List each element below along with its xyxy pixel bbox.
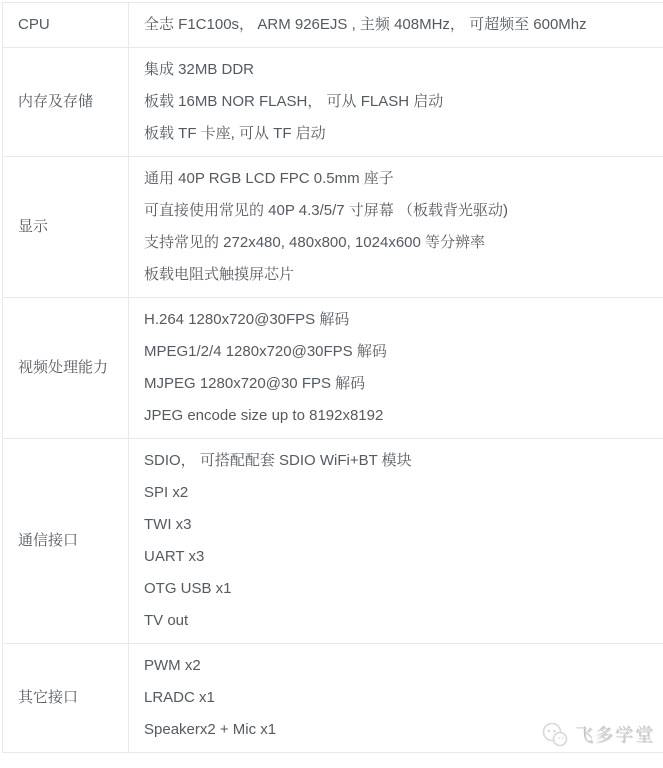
spec-line: PWM x2: [144, 657, 201, 674]
spec-line: TV out: [144, 612, 189, 629]
row-value: [129, 3, 663, 47]
row-label: 视频处理能力: [3, 298, 129, 438]
row-value: [129, 298, 663, 438]
spec-line: JPEG encode size up to 8192x8192: [144, 407, 384, 424]
two-circles-mascot-icon: [541, 721, 571, 749]
spec-line: 集成 32MB DDR: [144, 61, 255, 78]
row-value: [129, 157, 663, 297]
spec-line: SPI x2: [144, 484, 189, 501]
row-value: [129, 439, 663, 643]
table-row: [3, 157, 663, 298]
row-label: 内存及存储: [3, 48, 129, 156]
spec-line: 通用 40P RGB LCD FPC 0.5mm 座子: [144, 170, 394, 187]
spec-line: MPEG1/2/4 1280x720@30FPS 解码: [144, 343, 387, 360]
table-row: [3, 298, 663, 439]
spec-line: SDIO， 可搭配配套 SDIO WiFi+BT 模块: [144, 452, 412, 469]
row-value: [129, 48, 663, 156]
spec-line: 板载电阻式触摸屏芯片: [144, 266, 295, 283]
spec-line: 板载 16MB NOR FLASH， 可从 FLASH 启动: [144, 93, 444, 110]
spec-line: H.264 1280x720@30FPS 解码: [144, 311, 350, 328]
spec-line: 全志 F1C100s， ARM 926EJS , 主频 408MHz， 可超频至 600Mhz: [144, 16, 587, 33]
spec-line: 支持常见的 272x480, 480x800, 1024x600 等分辨率: [144, 234, 486, 251]
table-row: [3, 3, 663, 48]
spec-table: [2, 2, 663, 753]
row-label: CPU: [3, 3, 129, 47]
watermark-text: 飞多学堂: [576, 726, 656, 746]
spec-line: 可直接使用常见的 40P 4.3/5/7 寸屏幕 （板载背光驱动): [144, 202, 508, 219]
spec-line: TWI x3: [144, 516, 192, 533]
row-label: 其它接口: [3, 644, 129, 752]
spec-line: OTG USB x1: [144, 580, 232, 597]
spec-line: MJPEG 1280x720@30 FPS 解码: [144, 375, 366, 392]
row-label: 通信接口: [3, 439, 129, 643]
row-label: 显示: [3, 157, 129, 297]
spec-line: Speakerx2 + Mic x1: [144, 721, 277, 738]
spec-line: LRADC x1: [144, 689, 215, 706]
table-row: [3, 439, 663, 644]
table-row: [3, 48, 663, 157]
spec-line: UART x3: [144, 548, 205, 565]
spec-line: 板载 TF 卡座, 可从 TF 启动: [144, 125, 326, 142]
watermark: [541, 721, 656, 749]
